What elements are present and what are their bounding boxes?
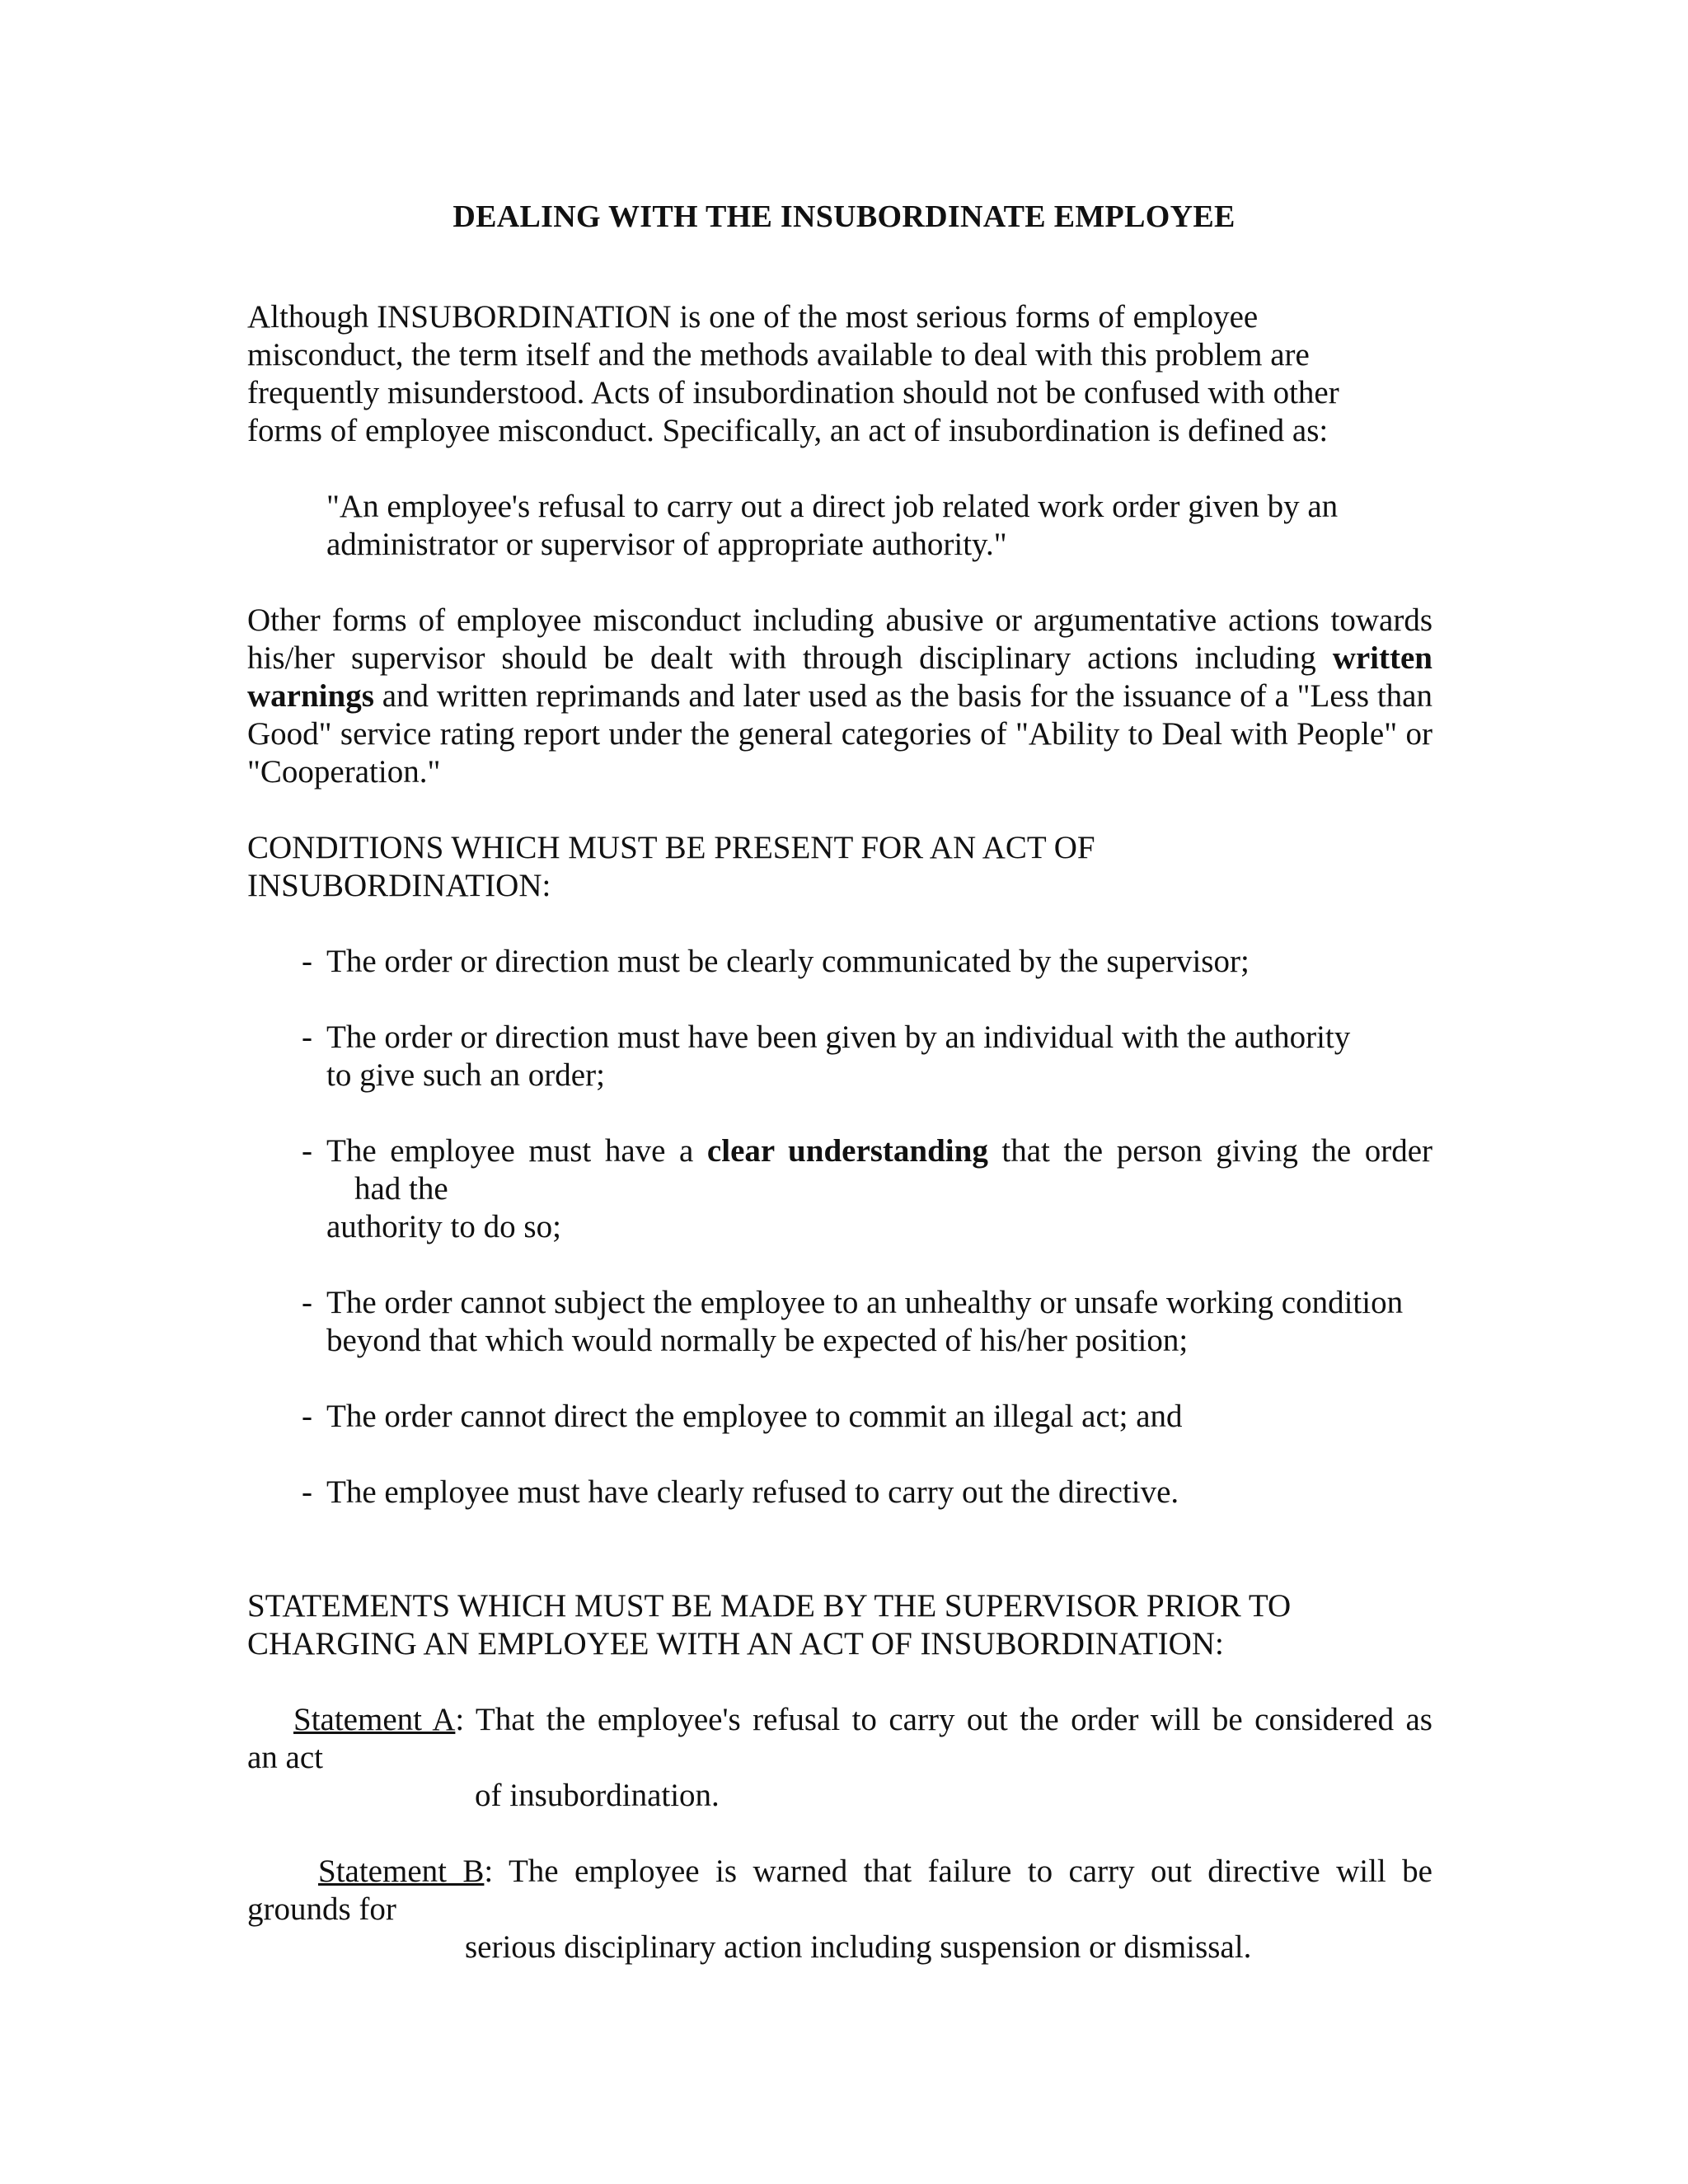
condition-3-post: that the person giving the order: [987, 1133, 1433, 1169]
intro-line-3: frequently misunderstood. Acts of insubordination should not be confused with other: [247, 375, 1339, 410]
intro-line-2: misconduct, the term itself and the methods available to deal with this problem are: [247, 337, 1310, 373]
statements-heading-line-1: STATEMENTS WHICH MUST BE MADE BY THE SUPERVISOR PRIOR TO: [247, 1588, 1292, 1624]
statement-a-label: Statement A: [293, 1702, 456, 1737]
conditions-heading-line-2: INSUBORDINATION:: [247, 868, 551, 903]
definition-line-2: administrator or supervisor of appropriate authority.": [326, 527, 1007, 562]
condition-3-pre: The employee must have a: [326, 1133, 707, 1169]
condition-1-dash: -: [302, 944, 312, 979]
document-title: DEALING WITH THE INSUBORDINATE EMPLOYEE: [452, 199, 1236, 234]
condition-5-text: The order cannot direct the employee to commit an illegal act; and: [326, 1399, 1183, 1434]
statement-b-line-3: serious disciplinary action including suspension or dismissal.: [465, 1929, 1252, 1965]
condition-3-dash: -: [302, 1133, 312, 1169]
statement-a-rest: : That the employee's refusal to carry out the order will be considered as: [455, 1702, 1432, 1737]
statement-b-rest: : The employee is warned that failure to carry out directive will be: [484, 1854, 1432, 1889]
condition-2-dash: -: [302, 1019, 312, 1055]
condition-4-line-1: The order cannot subject the employee to an unhealthy or unsafe working condition: [326, 1285, 1404, 1320]
statement-b-line-1: [318, 1853, 1432, 1891]
condition-2-line-1: The order or direction must have been given by an individual with the authority: [326, 1019, 1351, 1055]
conditions-heading-line-1: CONDITIONS WHICH MUST BE PRESENT FOR AN ACT OF: [247, 830, 1095, 865]
condition-1-text: The order or direction must be clearly communicated by the supervisor;: [326, 944, 1250, 979]
condition-3-line-1: [326, 1132, 1432, 1170]
other-forms-text-1: Other forms of employee misconduct including abusive or argumentative actions towards his/her supervisor should be dealt with through disciplinary actions including: [247, 602, 1432, 676]
condition-3-line-3: authority to do so;: [326, 1209, 561, 1244]
condition-6-text: The employee must have clearly refused to carry out the directive.: [326, 1474, 1179, 1510]
condition-2-line-2: to give such an order;: [326, 1057, 605, 1093]
intro-line-1: Although INSUBORDINATION is one of the most serious forms of employee: [247, 299, 1259, 335]
statement-b-label: Statement B: [318, 1854, 485, 1889]
condition-4-dash: -: [302, 1285, 312, 1320]
other-forms-paragraph: [247, 602, 1432, 791]
condition-3-line-2: had the: [354, 1171, 448, 1207]
condition-5-dash: -: [302, 1399, 312, 1434]
statement-a-line-3: of insubordination.: [475, 1778, 720, 1813]
definition-line-1: "An employee's refusal to carry out a direct job related work order given by an: [326, 489, 1339, 524]
condition-3-bold-clear-understanding: clear understanding: [706, 1133, 988, 1169]
statement-b-line-2: grounds for: [247, 1891, 396, 1927]
statements-heading-line-2: CHARGING AN EMPLOYEE WITH AN ACT OF INSUBORDINATION:: [247, 1626, 1224, 1661]
intro-line-4: forms of employee misconduct. Specifically, an act of insubordination is defined as:: [247, 413, 1329, 448]
statement-a-line-2: an act: [247, 1740, 324, 1775]
condition-6-dash: -: [302, 1474, 312, 1510]
statement-a-line-1: [293, 1701, 1432, 1739]
other-forms-text-2: and written reprimands and later used as the basis for the issuance of a "Less than Good" service rating report under the general categories of "Ability to Deal with People" or "Cooperation.": [247, 678, 1432, 790]
condition-4-line-2: beyond that which would normally be expected of his/her position;: [326, 1323, 1189, 1358]
other-forms-bold-written-warnings: written warnings: [247, 640, 1432, 714]
